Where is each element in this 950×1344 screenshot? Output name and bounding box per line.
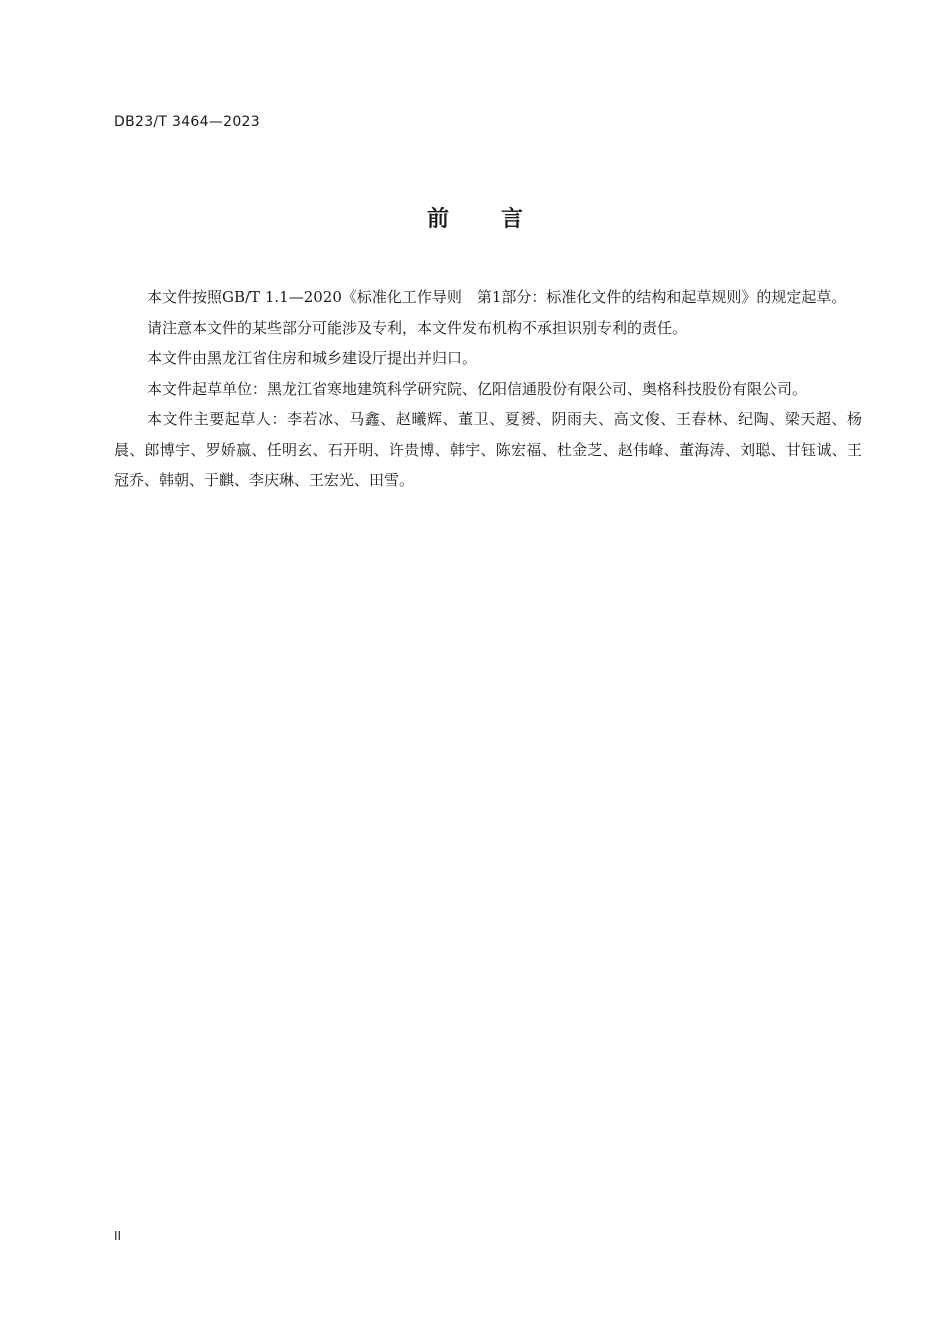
paragraph-drafting-units: 本文件起草单位：黑龙江省寒地建筑科学研究院、亿阳信通股份有限公司、奥格科技股份有限公司。 [147, 379, 808, 398]
paragraph-drafters: 本文件主要起草人：李若冰、马鑫、赵曦辉、董卫、夏赟、阴雨夫、高文俊、王春林、纪陶、梁天超、杨晨、郎博宇、罗娇嬴、任明玄、石开明、许贵博、韩宇、陈宏福、杜金芝、赵伟峰、董海涛、刘聪、甘钰诚、王冠乔、韩朝、于麒、李庆琳、王宏光、田雪。 [114, 410, 862, 489]
page-title [0, 203, 950, 237]
foreword-body [114, 282, 862, 496]
paragraph-patent-notice: 请注意本文件的某些部分可能涉及专利，本文件发布机构不承担识别专利的责任。 [147, 318, 688, 337]
title-char-2: 言 [501, 207, 524, 232]
paragraph-drafting-rules: 本文件按照GB/T 1.1—2020《标准化工作导则 第1部分：标准化文件的结构和起草规则》的规定起草。 [147, 288, 847, 306]
page-number: II [114, 1229, 122, 1243]
title-char-1: 前 [426, 207, 449, 232]
paragraph-proposer: 本文件由黑龙江省住房和城乡建设厅提出并归口。 [147, 349, 478, 367]
standard-code: DB23/T 3464—2023 [114, 114, 260, 130]
